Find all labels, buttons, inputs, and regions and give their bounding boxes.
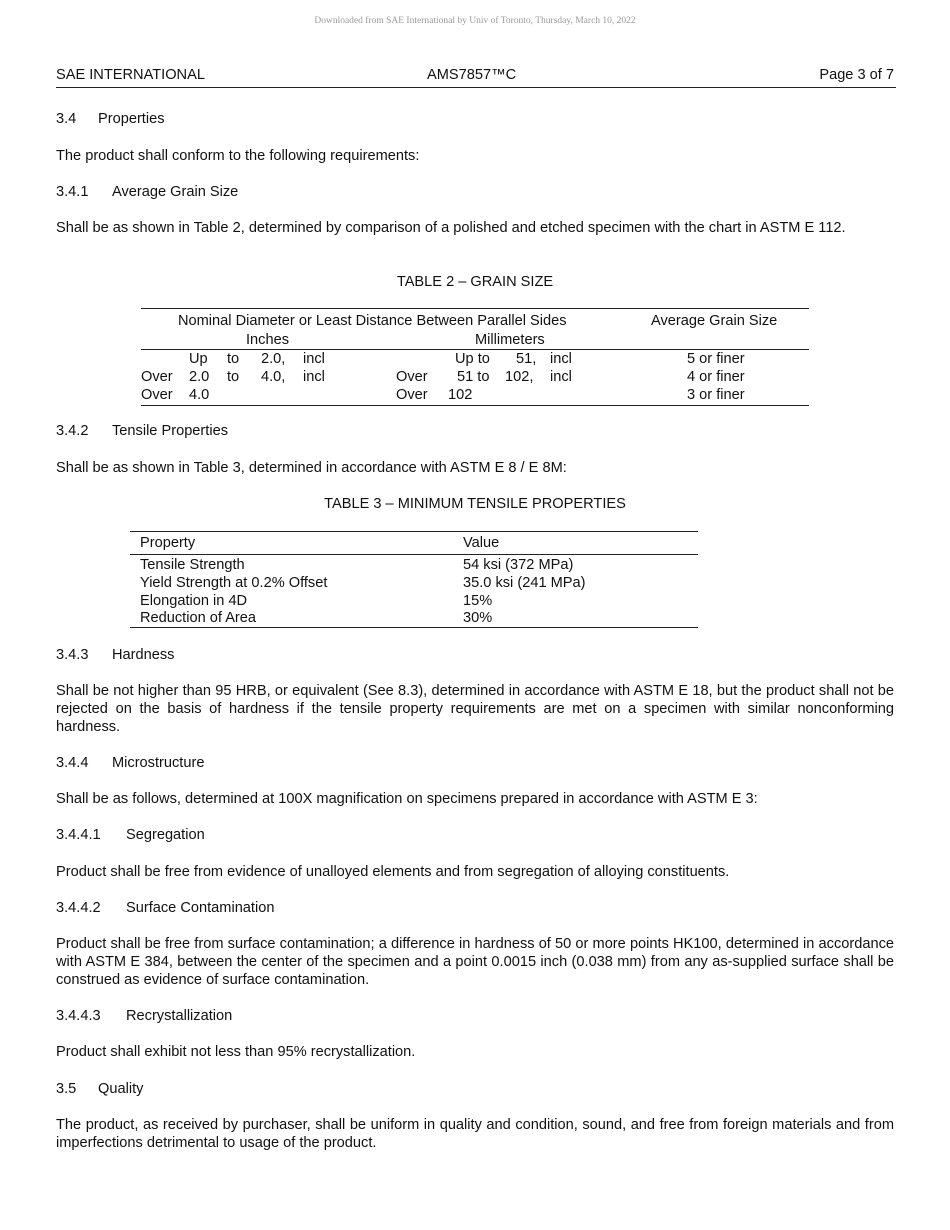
- header-page-number: Page 3 of 7: [819, 67, 894, 83]
- section-title: Recrystallization: [126, 1008, 233, 1024]
- section-3-4-4-3-text: Product shall exhibit not less than 95% recrystallization.: [56, 1044, 416, 1060]
- section-3-4-4-1-text: Product shall be free from evidence of unalloyed elements and from segregation of alloying constituents.: [56, 864, 730, 880]
- cell-mm-a: 51 to: [457, 369, 490, 385]
- section-3-4-3-text: Shall be not higher than 95 HRB, or equivalent (See 8.3), determined in accordance with ASTM E 18, but the product shall not be rejected on the basis of hardness if the tensile property requirements are met on a specimen with similar nonconforming hardness.: [56, 683, 894, 735]
- section-3-4-text: The product shall conform to the following requirements:: [56, 148, 420, 164]
- header-doc-id: AMS7857™C: [427, 67, 517, 83]
- cell-mm-prefix: Over: [396, 387, 428, 403]
- section-3-4-4-heading: [56, 754, 894, 772]
- cell-in-incl: incl: [303, 351, 325, 367]
- table-2-header-grain: Average Grain Size: [651, 313, 778, 329]
- section-title: Tensile Properties: [112, 423, 228, 439]
- section-number: 3.4.4: [56, 755, 89, 771]
- cell-property: Tensile Strength: [140, 557, 245, 573]
- cell-mm-b: 102,: [505, 369, 534, 385]
- section-3-4-4-3-heading: [56, 1007, 894, 1025]
- table-2-sub-mm: Millimeters: [475, 332, 545, 348]
- section-3-4-1-heading: [56, 183, 894, 201]
- cell-property: Reduction of Area: [140, 610, 257, 626]
- section-number: 3.4.1: [56, 184, 89, 200]
- cell-property: Elongation in 4D: [140, 593, 248, 609]
- cell-mm-incl: incl: [550, 351, 572, 367]
- cell-property: Yield Strength at 0.2% Offset: [140, 575, 328, 591]
- cell-value: 54 ksi (372 MPa): [463, 557, 574, 573]
- cell-in-incl: incl: [303, 369, 325, 385]
- cell-in-a: 2.0: [189, 369, 210, 385]
- section-3-4-4-2-heading: [56, 899, 894, 917]
- cell-grain: 5 or finer: [687, 351, 745, 367]
- section-3-4-2-heading: [56, 422, 894, 440]
- section-title: Surface Contamination: [126, 900, 275, 916]
- section-3-4-4-1-heading: [56, 826, 894, 844]
- cell-value: 30%: [463, 610, 493, 626]
- section-title: Segregation: [126, 827, 205, 843]
- cell-mm-incl: incl: [550, 369, 572, 385]
- section-3-5-heading: [56, 1080, 894, 1098]
- table-3-tensile: [130, 531, 698, 628]
- cell-in-b: 2.0,: [261, 351, 286, 367]
- section-title: Hardness: [112, 647, 175, 663]
- section-title: Quality: [98, 1081, 144, 1097]
- section-3-4-heading: [56, 110, 894, 128]
- table-divider: [130, 554, 698, 555]
- section-3-4-4-2-text: Product shall be free from surface contamination; a difference in hardness of 50 or more points HK100, determined in accordance with ASTM E 384, between the center of the specimen and a point 0.0015 inch (0.038 mm) from any as-supplied surface shall be construed as evidence of surface contamination.: [56, 936, 894, 988]
- table-2-grain-size: [141, 308, 809, 406]
- cell-grain: 4 or finer: [687, 369, 745, 385]
- section-3-4-1-text: Shall be as shown in Table 2, determined by comparison of a polished and etched specimen with the chart in ASTM E 112.: [56, 220, 846, 236]
- section-number: 3.4.3: [56, 647, 89, 663]
- section-number: 3.5: [56, 1081, 77, 1097]
- cell-mm-a: Up to: [455, 351, 490, 367]
- section-3-4-4-text: Shall be as follows, determined at 100X magnification on specimens prepared in accordance with ASTM E 3:: [56, 791, 758, 807]
- section-title: Microstructure: [112, 755, 205, 771]
- table-2-sub-inches: Inches: [246, 332, 289, 348]
- cell-value: 35.0 ksi (241 MPa): [463, 575, 586, 591]
- cell-mm-b: 51,: [516, 351, 537, 367]
- section-number: 3.4.4.1: [56, 827, 101, 843]
- cell-in-to: to: [227, 351, 240, 367]
- table-2-caption: TABLE 2 – GRAIN SIZE: [396, 274, 554, 290]
- section-number: 3.4.4.2: [56, 900, 101, 916]
- table-3-col-property: Property: [140, 535, 196, 551]
- table-3-col-value: Value: [463, 535, 500, 551]
- cell-in-a: Up: [189, 351, 208, 367]
- table-3-caption: TABLE 3 – MINIMUM TENSILE PROPERTIES: [324, 496, 626, 512]
- cell-in-b: 4.0,: [261, 369, 286, 385]
- cell-value: 15%: [463, 593, 493, 609]
- table-2-header-span: Nominal Diameter or Least Distance Between Parallel Sides: [178, 313, 567, 329]
- section-title: Properties: [98, 111, 165, 127]
- download-watermark: Downloaded from SAE International by Univ of Toronto, Thursday, March 10, 2022: [314, 16, 636, 26]
- section-number: 3.4.2: [56, 423, 89, 439]
- header-org: SAE INTERNATIONAL: [56, 67, 205, 83]
- cell-in-prefix: Over: [141, 369, 173, 385]
- cell-grain: 3 or finer: [687, 387, 745, 403]
- cell-in-a: 4.0: [189, 387, 210, 403]
- cell-in-prefix: Over: [141, 387, 173, 403]
- cell-mm-a: 102: [448, 387, 473, 403]
- cell-in-to: to: [227, 369, 240, 385]
- section-title: Average Grain Size: [112, 184, 239, 200]
- section-3-5-text: The product, as received by purchaser, shall be uniform in quality and condition, sound, and free from foreign materials and from imperfections detrimental to usage of the product.: [56, 1117, 894, 1151]
- page-header: [56, 67, 896, 88]
- cell-mm-prefix: Over: [396, 369, 428, 385]
- section-number: 3.4.4.3: [56, 1008, 101, 1024]
- section-3-4-2-text: Shall be as shown in Table 3, determined in accordance with ASTM E 8 / E 8M:: [56, 460, 567, 476]
- section-3-4-3-heading: [56, 646, 894, 664]
- section-number: 3.4: [56, 111, 77, 127]
